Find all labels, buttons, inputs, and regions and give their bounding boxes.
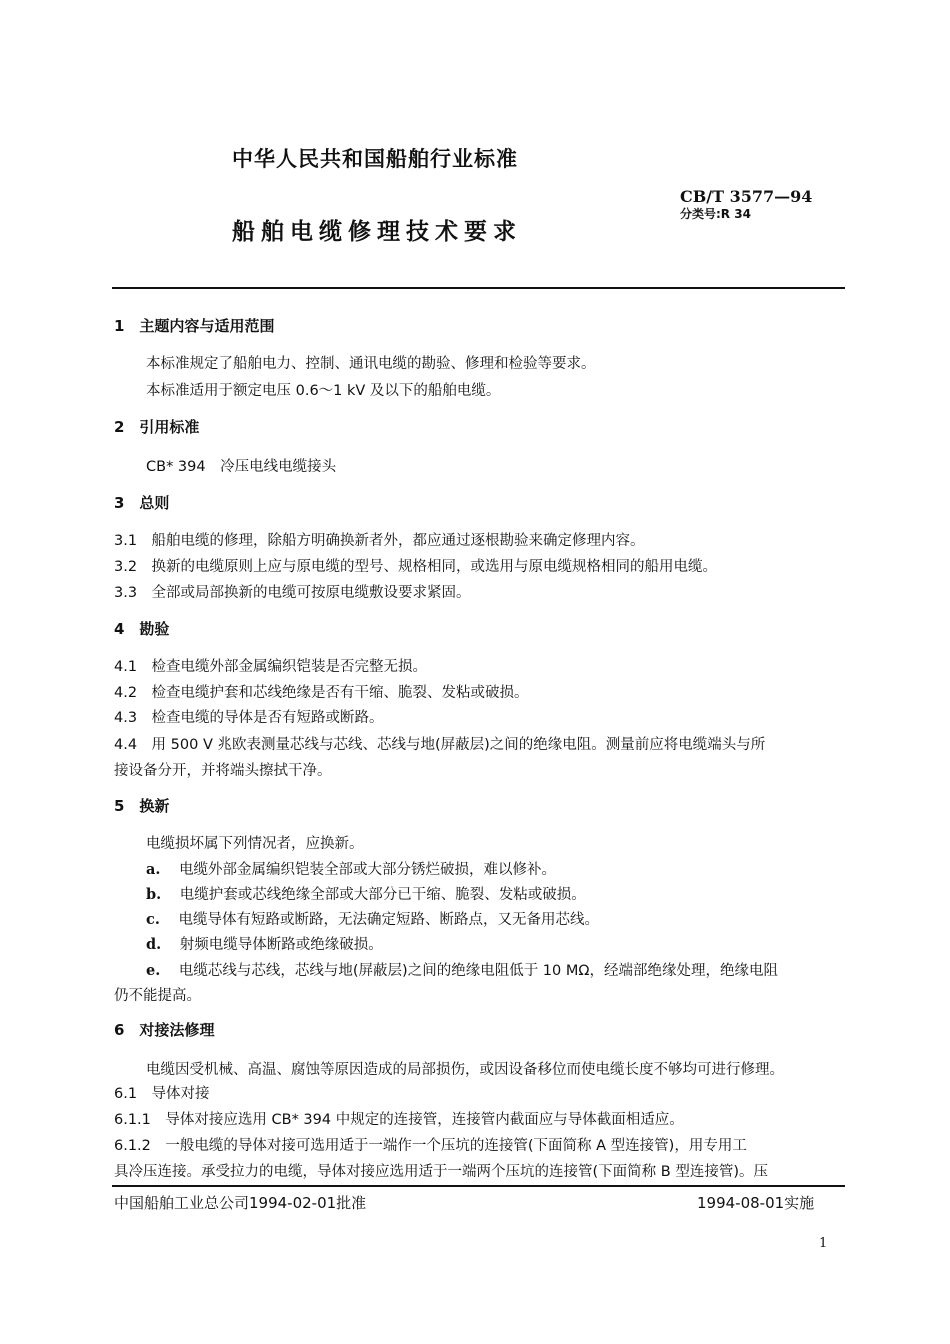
clause-6-1: 6.1 导体对接: [114, 1086, 210, 1102]
list-item-label: b.: [146, 886, 162, 903]
list-item-continued: 仍不能提高。: [114, 988, 201, 1004]
list-item-text: 射频电缆导体断路或绝缘破损。: [179, 937, 383, 953]
list-item-label: d.: [146, 936, 162, 953]
standard-code: CB/T 3577—94: [680, 187, 813, 206]
footer-divider: [112, 1185, 845, 1187]
document-title: 船舶电缆修理技术要求: [232, 219, 522, 245]
clause-6-1-2-continued: 具冷压连接。承受拉力的电缆，导体对接应选用适于一端两个压坑的连接管(下面简称 B 型连接管)。压: [114, 1164, 768, 1180]
standard-title: 中华人民共和国船舶行业标准: [232, 147, 518, 171]
list-item-label: c.: [146, 911, 160, 928]
header-divider: [112, 287, 845, 289]
section-1-paragraph-2: 本标准适用于额定电压 0.6～1 kV 及以下的船舶电缆。: [146, 383, 501, 399]
clause-6-1-1: 6.1.1 导体对接应选用 CB* 394 中规定的连接管，连接管内截面应与导体截面相适应。: [114, 1112, 684, 1128]
list-item: [146, 933, 383, 954]
list-item-label: a.: [146, 861, 161, 878]
list-item-text: 电缆芯线与芯线，芯线与地(屏蔽层)之间的绝缘电阻低于 10 MΩ，经端部绝缘处理，绝缘电阻: [178, 963, 778, 979]
clause-3-3: 3.3 全部或局部换新的电缆可按原电缆敷设要求紧固。: [114, 585, 471, 601]
referenced-standard: CB* 394 冷压电线电缆接头: [146, 459, 337, 475]
section-1-heading: 1 主题内容与适用范围: [114, 317, 275, 335]
section-5-intro: 电缆损坏属下列情况者，应换新。: [146, 836, 364, 852]
effective-date: 1994-08-01实施: [697, 1194, 815, 1212]
list-item-text: 电缆护套或芯线绝缘全部或大部分已干缩、脆裂、发粘或破损。: [179, 887, 586, 903]
clause-4-4-continued: 接设备分开，并将端头擦拭干净。: [114, 763, 332, 779]
clause-3-2: 3.2 换新的电缆原则上应与原电缆的型号、规格相同，或选用与原电缆规格相同的船用电缆。: [114, 559, 718, 575]
classification-number: 分类号:R 34: [680, 207, 751, 221]
list-item: [146, 883, 586, 904]
list-item: [146, 959, 778, 980]
list-item-label: e.: [146, 962, 161, 979]
section-3-heading: 3 总则: [114, 494, 170, 512]
section-4-heading: 4 勘验: [114, 620, 170, 638]
section-2-heading: 2 引用标准: [114, 418, 200, 436]
section-6-heading: 6 对接法修理: [114, 1021, 215, 1039]
list-item-text: 电缆外部金属编织铠装全部或大部分锈烂破损，难以修补。: [179, 862, 557, 878]
clause-4-1: 4.1 检查电缆外部金属编织铠装是否完整无损。: [114, 659, 428, 675]
list-item: [146, 908, 599, 929]
list-item-text: 电缆导体有短路或断路，无法确定短路、断路点，又无备用芯线。: [178, 912, 599, 928]
clause-4-4: 4.4 用 500 V 兆欧表测量芯线与芯线、芯线与地(屏蔽层)之间的绝缘电阻。测量前应将电缆端头与所: [114, 737, 766, 753]
section-1-paragraph-1: 本标准规定了船舶电力、控制、通讯电缆的勘验、修理和检验等要求。: [146, 356, 596, 372]
section-5-heading: 5 换新: [114, 797, 170, 815]
clause-4-2: 4.2 检查电缆护套和芯线绝缘是否有干缩、脆裂、发粘或破损。: [114, 685, 529, 701]
clause-3-1: 3.1 船舶电缆的修理，除船方明确换新者外，都应通过逐根勘验来确定修理内容。: [114, 533, 645, 549]
clause-4-3: 4.3 检查电缆的导体是否有短路或断路。: [114, 710, 384, 726]
list-item: [146, 858, 556, 879]
approval-line: 中国船舶工业总公司1994-02-01批准: [114, 1194, 367, 1212]
page-number: 1: [819, 1236, 828, 1251]
clause-6-1-2: 6.1.2 一般电缆的导体对接可选用适于一端作一个压坑的连接管(下面简称 A 型连接管)，用专用工: [114, 1138, 747, 1154]
section-6-intro: 电缆因受机械、高温、腐蚀等原因造成的局部损伤，或因设备移位而使电缆长度不够均可进行修理。: [146, 1062, 784, 1078]
